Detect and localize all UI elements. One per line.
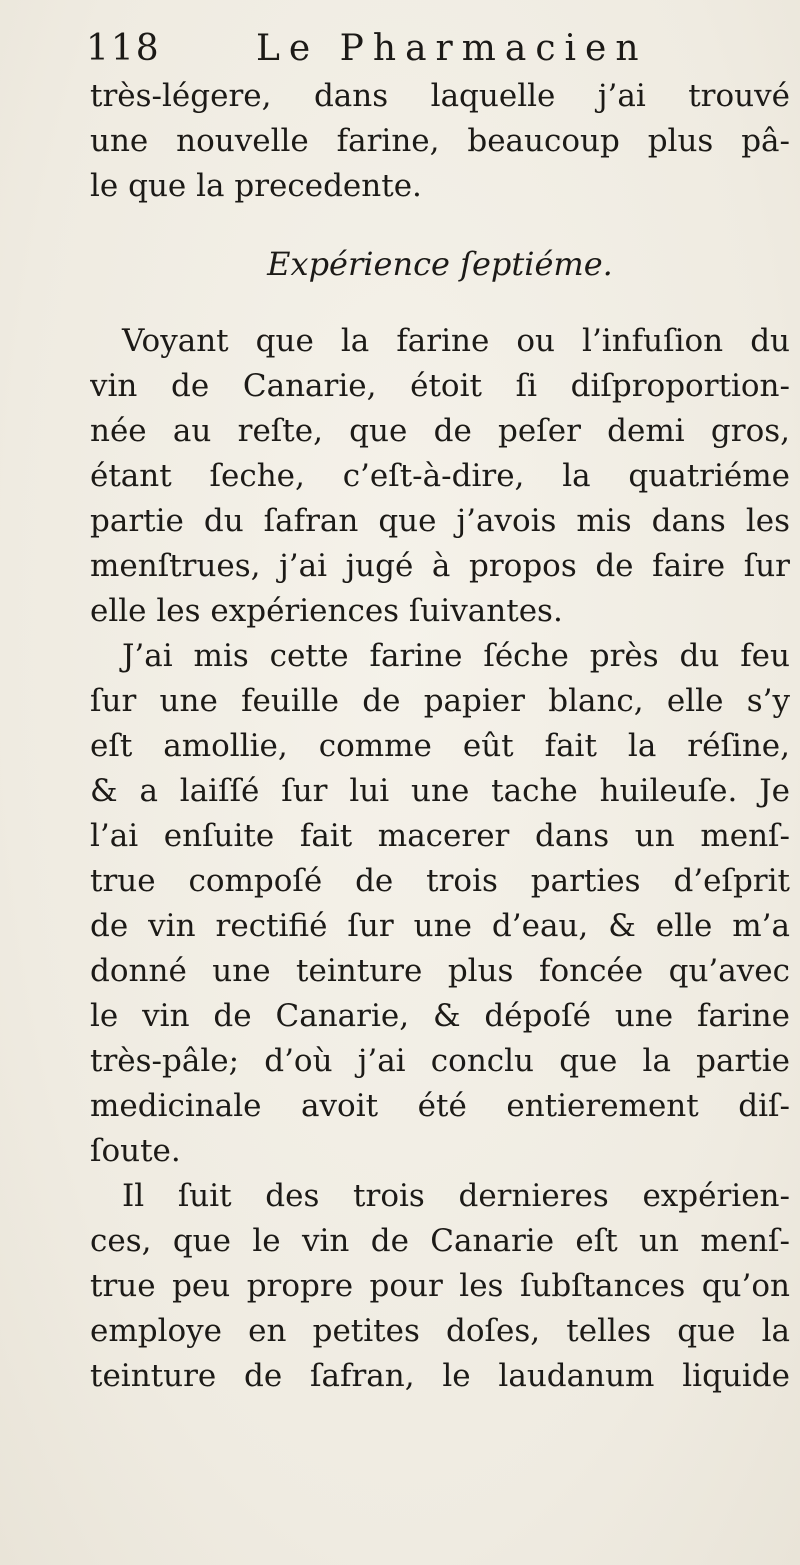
section-heading: Expérience ſeptiéme. bbox=[267, 245, 613, 283]
text-line: née au reſte, que de peſer demi gros, bbox=[90, 413, 790, 449]
text-line: ces, que le vin de Canarie eſt un menſ- bbox=[90, 1223, 790, 1259]
text-line: true compoſé de trois parties d’eſprit bbox=[90, 863, 790, 899]
text-line: partie du ſafran que j’avois mis dans les bbox=[90, 503, 790, 539]
text-line: employe en petites doſes, telles que la bbox=[90, 1313, 790, 1349]
text-line: J’ai mis cette farine ſéche près du feu bbox=[122, 638, 790, 674]
text-line: eſt amollie, comme eût fait la réſine, bbox=[90, 728, 790, 764]
text-line: vin de Canarie, étoit ſi diſproportion- bbox=[90, 368, 790, 404]
text-line: & a laiſſé ſur lui une tache huileuſe. Je bbox=[90, 773, 790, 809]
text-line: ſur une feuille de papier blanc, elle s’y bbox=[90, 683, 790, 719]
text-line: étant ſeche, c’eſt-à-dire, la quatriéme bbox=[90, 458, 790, 494]
text-line: de vin rectifié ſur une d’eau, & elle m’a bbox=[90, 908, 790, 944]
text-line: donné une teinture plus foncée qu’avec bbox=[90, 953, 790, 989]
text-line: menſtrues, j’ai jugé à propos de faire ſur bbox=[90, 548, 790, 584]
text-line: teinture de ſafran, le laudanum liquide bbox=[90, 1358, 790, 1394]
text-line: ſoute. bbox=[90, 1133, 181, 1169]
page-number: 118 bbox=[86, 28, 161, 69]
text-line: Il ſuit des trois dernieres expérien- bbox=[122, 1178, 790, 1214]
text-line: très-légere, dans laquelle j’ai trouvé bbox=[90, 78, 790, 114]
text-line: l’ai enſuite fait macerer dans un menſ- bbox=[90, 818, 790, 854]
text-line: le vin de Canarie, & dépoſé une farine bbox=[90, 998, 790, 1034]
text-line: très-pâle; d’où j’ai conclu que la partie bbox=[90, 1043, 790, 1079]
text-line: true peu propre pour les ſubſtances qu’on bbox=[90, 1268, 790, 1304]
text-body bbox=[90, 74, 790, 1399]
text-line: Voyant que la farine ou l’infuſion du bbox=[122, 323, 790, 359]
text-line: medicinale avoit été entierement diſ- bbox=[90, 1088, 790, 1124]
running-title: Le Pharmacien bbox=[256, 28, 648, 69]
text-line: une nouvelle farine, beaucoup plus pâ- bbox=[90, 123, 790, 159]
text-line: le que la precedente. bbox=[90, 168, 422, 204]
text-line: elle les expériences ſuivantes. bbox=[90, 593, 563, 629]
